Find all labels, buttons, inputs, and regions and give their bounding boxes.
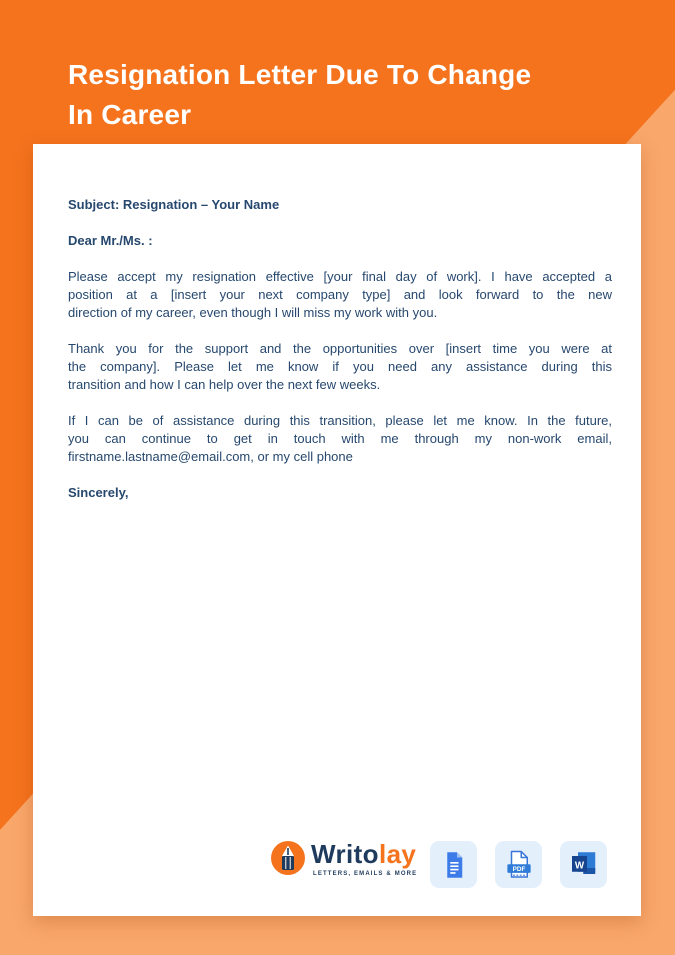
salutation-line: Dear Mr./Ms. :: [68, 233, 153, 248]
google-docs-icon: [436, 847, 472, 883]
writolay-logo[interactable]: [271, 841, 417, 877]
letter-card: [33, 144, 641, 916]
brand-text: [311, 841, 417, 877]
paragraph-1-line-2: position at a [insert your next company type] and look forward to the new: [68, 287, 612, 302]
paragraph-3-line-3: firstname.lastname@email.com, or my cell phone: [68, 449, 353, 464]
brand-name: [311, 841, 417, 868]
pdf-download-button[interactable]: [495, 841, 542, 888]
brand-name-primary: Writo: [311, 839, 379, 869]
page-title: [68, 55, 628, 135]
signoff-line: Sincerely,: [68, 485, 129, 500]
paragraph-2-line-2: the company]. Please let me know if you need any assistance during this: [68, 359, 612, 374]
paragraph-2-line-3: transition and how I can help over the next few weeks.: [68, 377, 381, 392]
google-docs-button[interactable]: [430, 841, 477, 888]
letter-body: [68, 196, 612, 520]
paragraph-1: [68, 268, 612, 322]
file-format-buttons: [430, 841, 607, 888]
word-icon-label: W: [574, 859, 584, 871]
paragraph-3: [68, 412, 612, 466]
paragraph-3-line-2: you can continue to get in touch with me through my non-work email,: [68, 431, 612, 446]
word-download-button[interactable]: [560, 841, 607, 888]
paragraph-1-line-3: direction of my career, even though I will miss my work with you.: [68, 305, 438, 320]
pdf-icon-label: PDF: [512, 865, 525, 873]
paragraph-1-line-1: Please accept my resignation effective [your final day of work]. I have accepted a: [68, 269, 612, 284]
subject-line: Subject: Resignation – Your Name: [68, 197, 280, 212]
paragraph-2-line-1: Thank you for the support and the opportunities over [insert time you were at: [68, 341, 612, 356]
paragraph-3-line-1: If I can be of assistance during this transition, please let me know. In the future,: [68, 413, 612, 428]
ms-word-icon: [566, 847, 602, 883]
paragraph-2: [68, 340, 612, 394]
brand-tagline: LETTERS, EMAILS & MORE: [313, 871, 418, 877]
pencil-logo-icon: [271, 841, 305, 875]
brand-name-secondary: lay: [378, 839, 417, 869]
page-title-line2: In Career: [68, 99, 192, 130]
page-title-line1: Resignation Letter Due To Change: [68, 59, 532, 90]
pdf-icon: [501, 847, 537, 883]
